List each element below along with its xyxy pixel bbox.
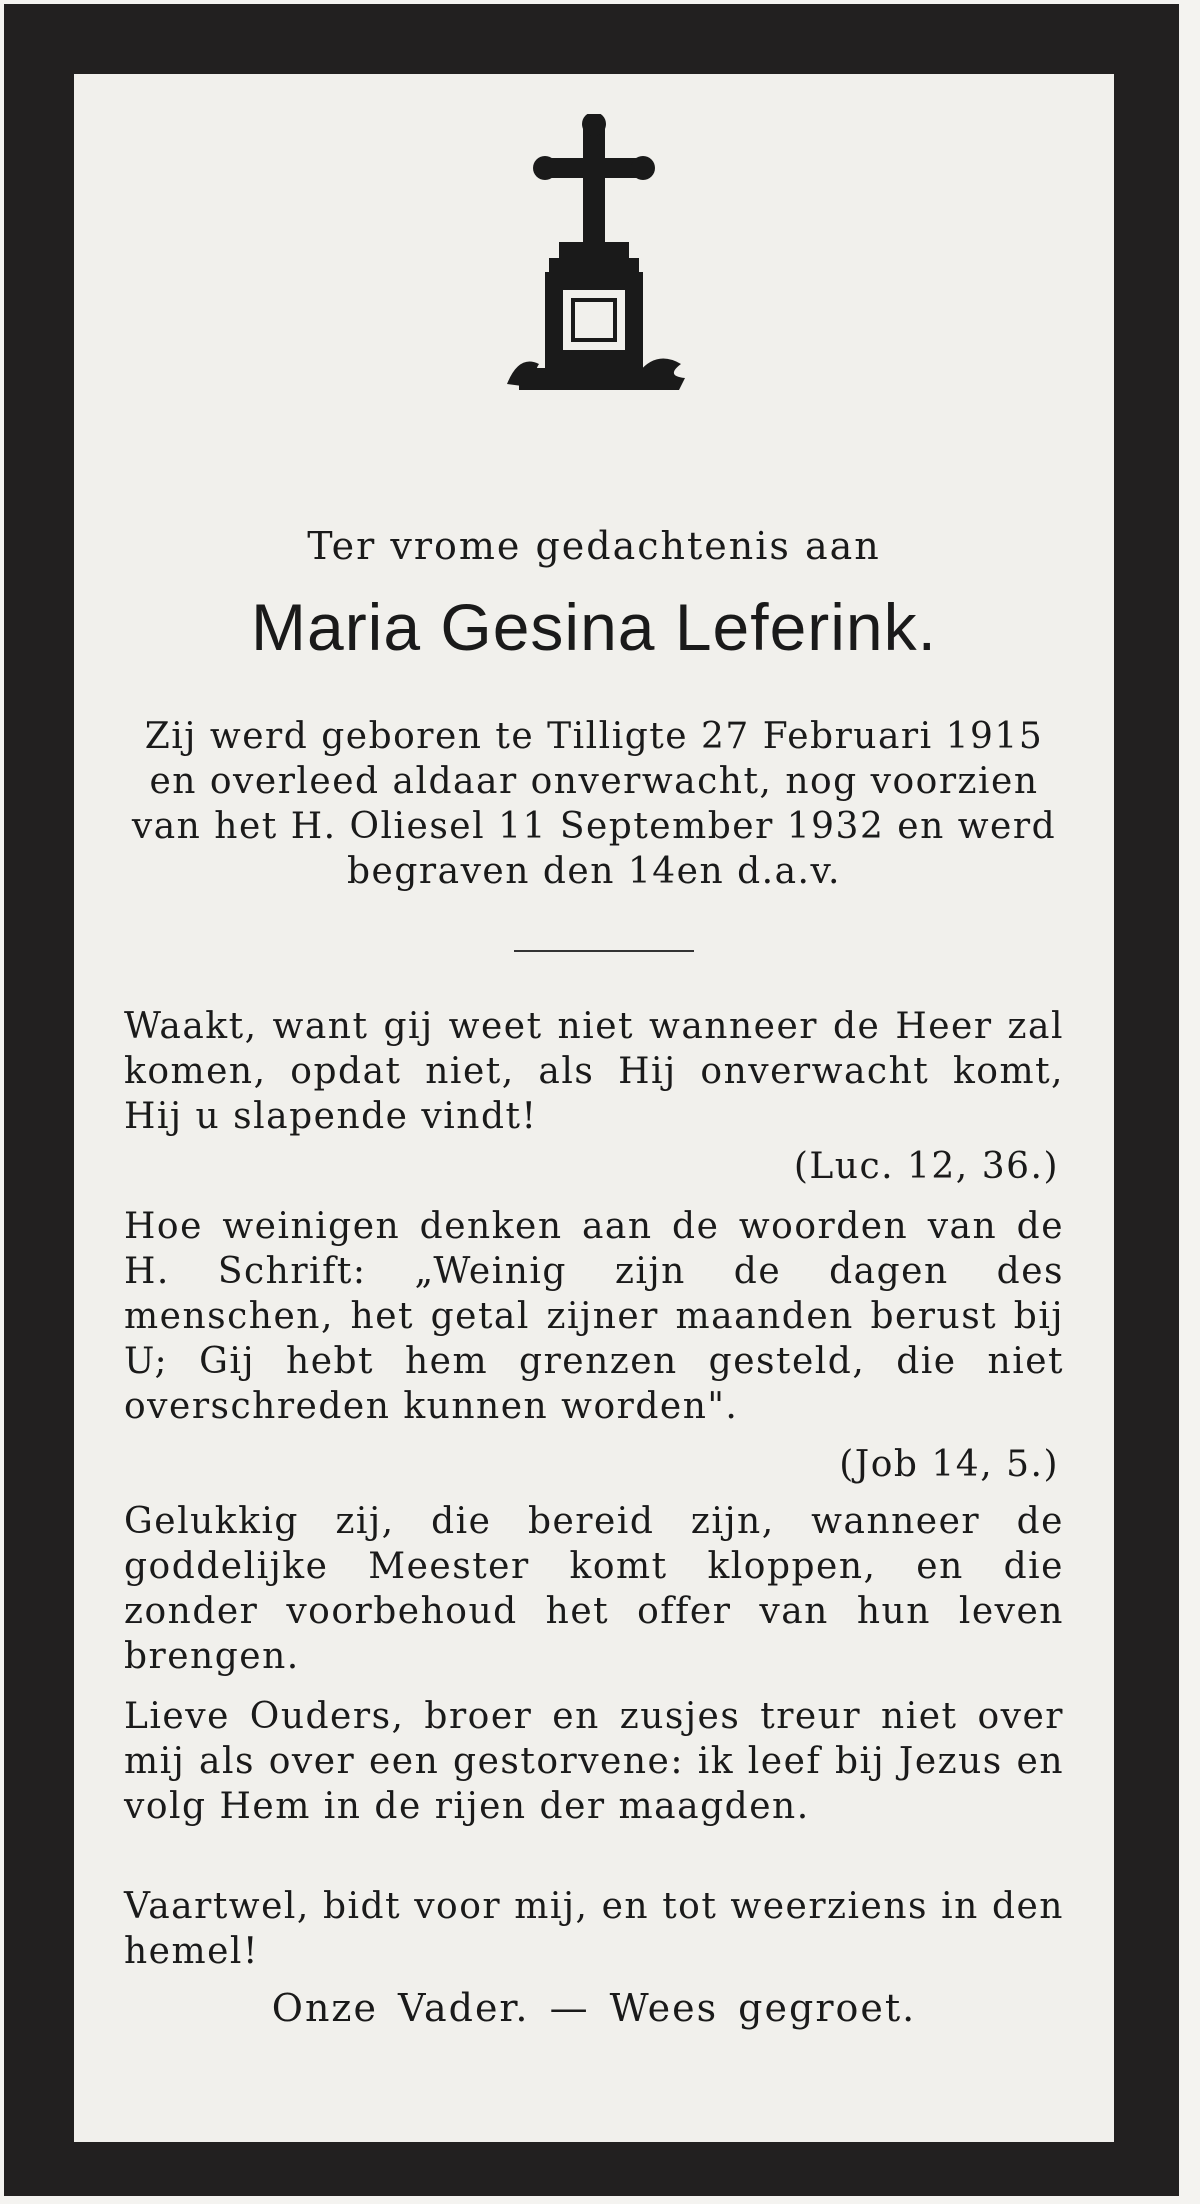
deceased-name: Maria Gesina Leferink.	[251, 590, 937, 664]
biography-text: Zij werd geboren te Tilligte 27 Februari 1915 en overleed aldaar onverwacht, nog voorzien van het H. Oliesel 11 September 1932 en werd begraven den 14en d.a.v.	[131, 716, 1057, 892]
paragraph-vaartwel: Vaartwel, bidt voor mij, en tot weerziens in den hemel!	[124, 1886, 1064, 1972]
paragraph-schrift: Hoe weinigen denken aan de woorden van de H. Schrift: „Weinig zijn de dagen des menschen, het getal zijner maanden berust bij U; Gij hebt hem grenzen gesteld, die niet overschreden kunnen worden".	[124, 1206, 1064, 1427]
divider	[514, 950, 694, 952]
cross-monument-icon	[74, 114, 1114, 398]
scripture-reference-job: (Job 14, 5.)	[839, 1444, 1059, 1485]
intro-line: Ter vrome gedachtenis aan	[307, 524, 881, 568]
scripture-reference-luke: (Luc. 12, 36.)	[793, 1146, 1059, 1187]
memorial-card-border	[4, 4, 1179, 2196]
memorial-card	[74, 74, 1114, 2142]
paragraph-waakt: Waakt, want gij weet niet wanneer de Heer zal komen, opdat niet, als Hij onverwacht komt, Hij u slapende vindt!	[124, 1006, 1064, 1137]
paragraph-ouders: Lieve Ouders, broer en zusjes treur niet over mij als over een gestorvene: ik leef bij Jezus en volg Hem in de rijen der maagden.	[124, 1696, 1064, 1827]
closing-prayers: Onze Vader. — Wees gegroet.	[271, 1986, 917, 2030]
paragraph-gelukkig: Gelukkig zij, die bereid zijn, wanneer de goddelijke Meester komt kloppen, en die zonder voorbehoud het offer van hun leven brengen.	[124, 1501, 1064, 1677]
